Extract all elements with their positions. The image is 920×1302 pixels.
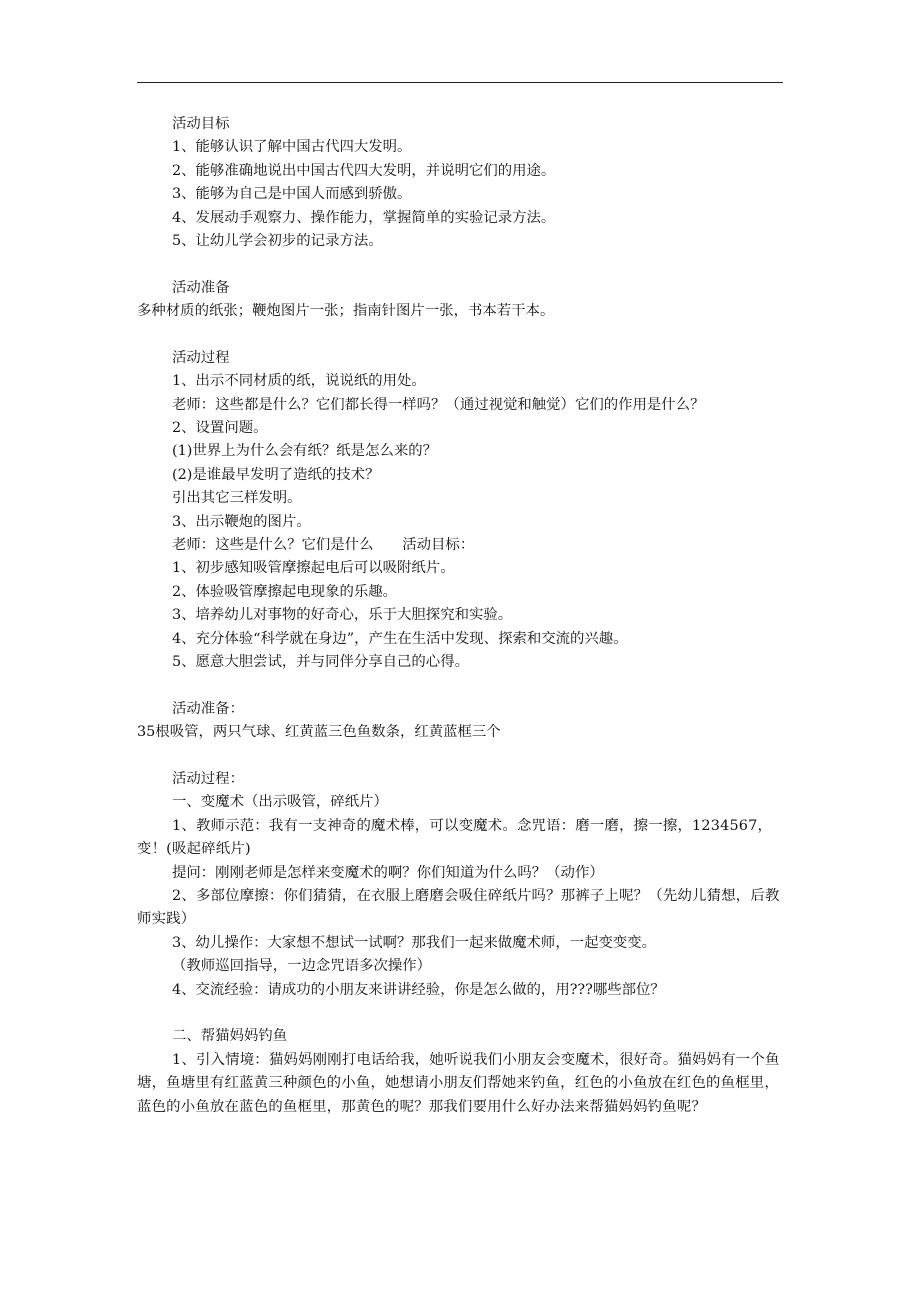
prep-text: 多种材质的纸张；鞭炮图片一张；指南针图片一张，书本若干本。 xyxy=(137,303,555,320)
prep2-heading: 活动准备： xyxy=(172,700,244,717)
part1-paragraph-1: 1、教师示范：我有一支神奇的魔术棒，可以变魔术。念咒语：磨一磨，擦一擦，1234567，变！(吸起碎纸片) xyxy=(137,817,773,858)
process-heading: 活动过程 xyxy=(172,349,230,366)
part1-title: 一、变魔术（出示吸管，碎纸片） xyxy=(172,794,388,811)
part1-paragraph-6: 4、交流经验：请成功的小朋友来讲讲经验，你是怎么做的，用???哪些部位？ xyxy=(172,981,665,998)
process-line-13: 5、愿意大胆尝试，并与同伴分享自己的心得。 xyxy=(172,653,469,670)
goal-item-4: 4、发展动手观察力、操作能力，掌握简单的实验记录方法。 xyxy=(172,209,556,226)
header-rule xyxy=(137,82,783,83)
goal-item-3: 3、能够为自己是中国人而感到骄傲。 xyxy=(172,186,412,203)
process-line-12: 4、充分体验“科学就在身边”，产生在生活中发现、探索和交流的兴趣。 xyxy=(172,630,628,647)
process-line-3: 2、设置问题。 xyxy=(172,420,268,437)
spacer xyxy=(172,1002,784,1025)
part2-paragraph-1: 1、引入情境：猫妈妈刚刚打电话给我，她听说我们小朋友会变魔术，很好奇。猫妈妈有一个鱼塘，鱼塘里有红蓝黄三种颜色的小鱼，她想请小朋友们帮她来钓鱼，红色的小鱼放在红色的鱼框里，蓝色的小鱼放在蓝色的鱼框里，那黄色的呢？那我们要用什么好办法来帮猫妈妈钓鱼呢？ xyxy=(137,1051,780,1115)
goal-item-1: 1、能够认识了解中国古代四大发明。 xyxy=(172,139,412,156)
goals-heading: 活动目标 xyxy=(172,116,230,132)
part2-title: 二、帮猫妈妈钓鱼 xyxy=(172,1028,288,1045)
prep2-text: 35根吸管，两只气球、红黄蓝三色鱼数条，红黄蓝框三个 xyxy=(137,724,501,741)
spacer xyxy=(172,674,784,697)
prep-heading: 活动准备 xyxy=(172,279,230,296)
process-line-5: (2)是谁最早发明了造纸的技术？ xyxy=(172,466,380,483)
process-line-7: 3、出示鞭炮的图片。 xyxy=(172,513,311,530)
process-line-8: 老师：这些是什么？它们是什么 活动目标： xyxy=(172,537,475,554)
process-line-10: 2、体验吸管摩擦起电现象的乐趣。 xyxy=(172,583,398,600)
part1-paragraph-4: 3、幼儿操作：大家想不想试一试啊？那我们一起来做魔术师，一起变变变。 xyxy=(172,934,657,951)
process-line-6: 引出其它三样发明。 xyxy=(172,490,302,507)
process-line-4: (1)世界上为什么会有纸？纸是怎么来的？ xyxy=(172,443,438,460)
spacer xyxy=(172,253,784,276)
document-body xyxy=(137,113,784,1119)
part1-paragraph-3: 2、多部位摩擦：你们猜猜，在衣服上磨磨会吸住碎纸片吗？那裤子上呢？（先幼儿猜想，后教师实践） xyxy=(137,887,780,928)
process-line-9: 1、初步感知吸管摩擦起电后可以吸附纸片。 xyxy=(172,560,455,577)
part1-paragraph-5: （教师巡回指导，一边念咒语多次操作） xyxy=(172,958,432,975)
process-line-1: 1、出示不同材质的纸，说说纸的用处。 xyxy=(172,373,426,390)
goal-item-5: 5、让幼儿学会初步的记录方法。 xyxy=(172,232,383,249)
spacer xyxy=(172,745,784,768)
process-line-11: 3、培养幼儿对事物的好奇心，乐于大胆探究和实验。 xyxy=(172,607,513,624)
process2-heading: 活动过程： xyxy=(172,770,244,787)
goal-item-2: 2、能够准确地说出中国古代四大发明，并说明它们的用途。 xyxy=(172,162,556,179)
part1-paragraph-2: 提问：刚刚老师是怎样来变魔术的啊？你们知道为什么吗？（动作） xyxy=(172,864,604,881)
process-line-2: 老师：这些都是什么？它们都长得一样吗？（通过视觉和触觉）它们的作用是什么？ xyxy=(172,396,705,413)
spacer xyxy=(172,324,784,347)
